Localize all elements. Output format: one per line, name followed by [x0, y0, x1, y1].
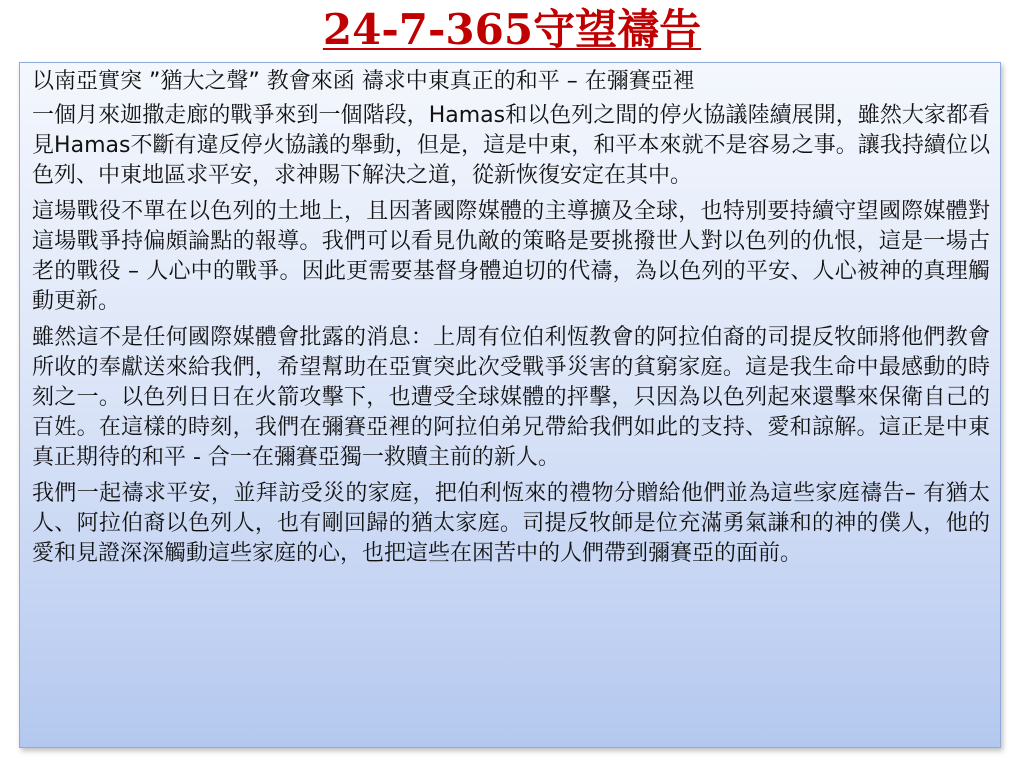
slide-title [0, 4, 1024, 56]
paragraph-media-war: 這場戰役不單在以色列的土地上，且因著國際媒體的主導擴及全球，也特別要持續守望國際媒體對這場戰爭持偏頗論點的報導。我們可以看見仇敵的策略是要挑撥世人對以色列的仇恨，這是一場古老的戰役 – 人心中的戰爭。因此更需要基督身體迫切的代禱，為以色列的平安、人心被神的真理觸動更新。 [32, 199, 990, 314]
paragraph-bethlehem-gift: 雖然這不是任何國際媒體會批露的消息：上周有位伯利恆教會的阿拉伯裔的司提反牧師將他們教會所收的奉獻送來給我們，希望幫助在亞實突此次受戰爭災害的貧窮家庭。這是我生命中最感動的時刻之一。以色列日日在火箭攻擊下，也遭受全球媒體的抨擊，只因為以色列起來還擊來保衛自己的百姓。在這樣的時刻，我們在彌賽亞裡的阿拉伯弟兄帶給我們如此的支持、愛和諒解。這正是中東真正期待的和平 - 合一在彌賽亞獨一救贖主前的新人。 [32, 325, 990, 470]
paragraph-ceasefire: 一個月來迦撒走廊的戰爭來到一個階段，Hamas和以色列之間的停火協議陸續展開，雖然大家都看見Hamas不斷有違反停火協議的舉動，但是，這是中東，和平本來就不是容易之事。讓我持續位以色列、中東地區求平安，求神賜下解決之道，從新恢復安定在其中。 [32, 103, 990, 188]
content-box [19, 62, 1001, 748]
paragraph-heading: 以南亞實突 ”猶大之聲” 教會來函 禱求中東真正的和平 – 在彌賽亞裡 [32, 69, 695, 94]
slide-title-text: 24-7-365守望禱告 [322, 5, 702, 54]
paragraph-prayer-visit: 我們一起禱求平安，並拜訪受災的家庭，把伯利恆來的禮物分贈給他們並為這些家庭禱告– 有猶太人、阿拉伯裔以色列人，也有剛回歸的猶太家庭。司提反牧師是位充滿勇氣謙和的神的僕人，他的愛和見證深深觸動這些家庭的心，也把這些在困苦中的人們帶到彌賽亞的面前。 [32, 481, 990, 566]
